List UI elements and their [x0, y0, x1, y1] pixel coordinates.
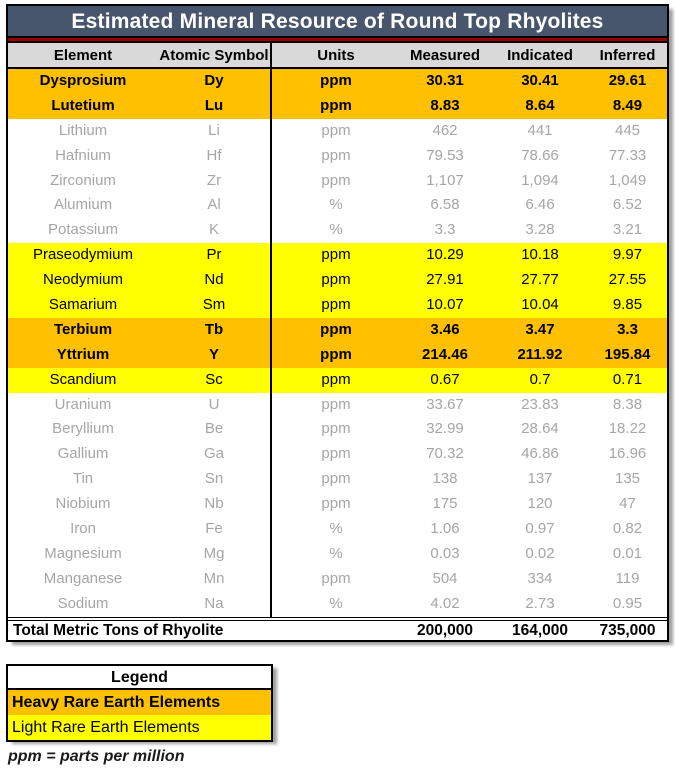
units-cell: ppm [270, 567, 400, 592]
indicated-cell: 28.64 [521, 420, 559, 438]
inferred-cell: 3.3 [617, 320, 638, 338]
table-row [8, 417, 667, 442]
indicated-cell: 120 [527, 495, 553, 513]
table-row [8, 169, 667, 194]
indicated-cell: 1,094 [521, 171, 559, 189]
table-row [8, 393, 667, 418]
symbol-cell: Na [204, 594, 224, 612]
table-row [8, 517, 667, 542]
indicated-cell: 211.92 [517, 345, 563, 363]
column-header-element: Element [53, 47, 113, 64]
indicated-cell: 3.28 [525, 221, 555, 239]
element-cell: Dysprosium [39, 72, 127, 89]
indicated-cell: 10.18 [521, 246, 559, 264]
indicated-cell: 334 [527, 569, 553, 587]
total-inferred-value: 735,000 [599, 621, 656, 639]
indicated-cell: 23.83 [521, 395, 559, 413]
table-row [8, 293, 667, 318]
units-cell: ppm [270, 467, 400, 492]
symbol-cell: Tb [204, 320, 224, 338]
units-cell: % [270, 218, 400, 243]
symbol-cell: Hf [206, 146, 222, 164]
ppm-footnote: ppm = parts per million [8, 748, 185, 765]
indicated-cell: 6.46 [525, 196, 555, 214]
units-cell: % [270, 592, 400, 617]
column-header-inferred: Inferred [599, 47, 656, 64]
total-row [8, 617, 667, 640]
table-row [8, 69, 667, 94]
element-cell: Gallium [57, 445, 109, 463]
indicated-cell: 441 [527, 121, 553, 139]
symbol-cell: Sn [204, 470, 224, 488]
units-cell: ppm [270, 393, 400, 418]
table-header-row [8, 43, 667, 69]
inferred-cell: 0.82 [612, 520, 643, 538]
symbol-cell: Sc [205, 370, 223, 388]
column-header-indicated: Indicated [507, 47, 573, 64]
element-cell: Lutetium [51, 96, 115, 114]
measured-cell: 175 [432, 495, 458, 513]
table-row [8, 368, 667, 393]
symbol-cell: Nb [204, 495, 224, 513]
table-row [8, 119, 667, 144]
measured-cell: 32.99 [426, 420, 464, 438]
table-row [8, 193, 667, 218]
measured-cell: 6.58 [430, 196, 460, 214]
table-row [8, 492, 667, 517]
measured-cell: 462 [432, 121, 458, 139]
measured-cell: 4.02 [430, 594, 460, 612]
units-cell: ppm [270, 318, 400, 343]
table-row [8, 318, 667, 343]
inferred-cell: 0.71 [612, 370, 643, 388]
measured-cell: 0.03 [430, 544, 460, 562]
symbol-cell: Ga [203, 445, 224, 463]
element-cell: Niobium [55, 495, 111, 513]
legend-item-heavy-rare-earth: Heavy Rare Earth Elements [8, 690, 271, 715]
column-header-atomic-symbol: Atomic Symbol [159, 47, 269, 64]
inferred-cell: 195.84 [604, 345, 651, 363]
measured-cell: 3.3 [434, 221, 456, 239]
indicated-cell: 78.66 [521, 146, 559, 164]
measured-cell: 10.29 [426, 246, 464, 264]
table-row [8, 144, 667, 169]
legend-title: Legend [8, 666, 271, 690]
units-cell: ppm [270, 492, 400, 517]
units-cell: ppm [270, 343, 400, 368]
legend-item-light-rare-earth: Light Rare Earth Elements [8, 715, 271, 740]
symbol-cell: Fe [205, 520, 223, 538]
symbol-cell: Lu [204, 96, 224, 114]
units-cell: ppm [270, 119, 400, 144]
table-row [8, 243, 667, 268]
inferred-cell: 135 [614, 470, 641, 488]
inferred-cell: 27.55 [608, 271, 647, 289]
units-cell: ppm [270, 442, 400, 467]
inferred-cell: 0.01 [612, 544, 643, 562]
measured-cell: 0.67 [430, 370, 460, 388]
element-cell: Lithium [58, 121, 108, 139]
total-label: Total Metric Tons of Rhyolite [13, 621, 224, 639]
inferred-cell: 9.97 [612, 246, 643, 264]
indicated-cell: 30.41 [521, 72, 559, 89]
legend-box [6, 664, 273, 742]
table-body [8, 69, 667, 617]
symbol-cell: Nd [204, 271, 224, 289]
element-cell: Hafnium [55, 146, 111, 164]
symbol-cell: Zr [206, 171, 222, 189]
units-cell: ppm [270, 243, 400, 268]
page-title: Estimated Mineral Resource of Round Top Rhyolites [8, 6, 667, 38]
units-cell: ppm [270, 417, 400, 442]
element-cell: Iron [70, 520, 96, 538]
inferred-cell: 1,049 [608, 171, 647, 189]
table-row [8, 592, 667, 617]
measured-cell: 30.31 [426, 72, 464, 89]
measured-cell: 8.83 [430, 96, 460, 114]
inferred-cell: 77.33 [608, 146, 647, 164]
table-row [8, 442, 667, 467]
units-cell: ppm [270, 293, 400, 318]
measured-cell: 1,107 [426, 171, 464, 189]
total-measured-value: 200,000 [416, 621, 474, 639]
indicated-cell: 46.86 [521, 445, 559, 463]
measured-cell: 214.46 [422, 345, 468, 363]
measured-cell: 1.06 [430, 520, 460, 538]
indicated-cell: 8.64 [525, 96, 555, 114]
measured-cell: 79.53 [426, 146, 464, 164]
table-row [8, 343, 667, 368]
symbol-cell: Sm [202, 296, 226, 314]
element-cell: Samarium [48, 296, 118, 314]
inferred-cell: 8.38 [612, 395, 643, 413]
table-row [8, 94, 667, 119]
units-cell: % [270, 193, 400, 218]
inferred-cell: 47 [619, 495, 636, 513]
inferred-cell: 6.52 [612, 196, 643, 214]
units-cell: ppm [270, 69, 400, 94]
element-cell: Alumium [53, 196, 113, 214]
total-indicated-value: 164,000 [511, 621, 569, 639]
symbol-cell: U [208, 395, 220, 413]
indicated-cell: 27.77 [521, 271, 559, 289]
element-cell: Sodium [57, 594, 109, 612]
units-cell: % [270, 517, 400, 542]
table-row [8, 542, 667, 567]
inferred-cell: 18.22 [608, 420, 647, 438]
element-cell: Manganese [43, 569, 123, 587]
indicated-cell: 0.02 [525, 544, 555, 562]
table-row [8, 467, 667, 492]
units-cell: ppm [270, 144, 400, 169]
units-cell: ppm [270, 94, 400, 119]
symbol-cell: Pr [206, 246, 222, 264]
symbol-cell: Mg [203, 544, 225, 562]
inferred-cell: 3.21 [612, 221, 643, 239]
column-header-measured: Measured [409, 47, 481, 64]
measured-cell: 3.46 [430, 320, 460, 338]
symbol-cell: Al [207, 196, 221, 214]
table-row [8, 218, 667, 243]
inferred-cell: 9.85 [612, 296, 643, 314]
indicated-cell: 10.04 [521, 296, 559, 314]
element-cell: Tin [72, 470, 94, 488]
measured-cell: 10.07 [426, 296, 464, 314]
measured-cell: 138 [432, 470, 458, 488]
symbol-cell: Li [208, 121, 220, 139]
symbol-cell: Be [204, 420, 224, 438]
measured-cell: 33.67 [426, 395, 464, 413]
units-cell: ppm [270, 368, 400, 393]
element-cell: Praseodymium [32, 246, 134, 264]
inferred-cell: 8.49 [612, 96, 643, 114]
element-cell: Magnesium [44, 544, 122, 562]
table-row [8, 567, 667, 592]
indicated-cell: 0.7 [529, 370, 551, 388]
units-cell: ppm [270, 169, 400, 194]
indicated-cell: 137 [527, 470, 553, 488]
symbol-cell: K [208, 221, 219, 239]
inferred-cell: 445 [614, 121, 641, 139]
element-cell: Terbium [53, 320, 113, 338]
measured-cell: 504 [432, 569, 458, 587]
indicated-cell: 3.47 [525, 320, 555, 338]
indicated-cell: 0.97 [525, 520, 555, 538]
inferred-cell: 16.96 [608, 445, 647, 463]
element-cell: Potassium [47, 221, 119, 239]
element-cell: Beryllium [52, 420, 114, 438]
symbol-cell: Y [208, 345, 219, 363]
indicated-cell: 2.73 [525, 594, 555, 612]
symbol-cell: Dy [204, 72, 224, 89]
column-header-units: Units [270, 43, 400, 67]
element-cell: Yttrium [56, 345, 110, 363]
element-cell: Scandium [49, 370, 117, 388]
inferred-cell: 29.61 [608, 72, 647, 89]
table-row [8, 268, 667, 293]
inferred-cell: 0.95 [612, 594, 643, 612]
element-cell: Neodymium [42, 271, 124, 289]
units-cell: ppm [270, 268, 400, 293]
mineral-resource-table [6, 4, 669, 642]
measured-cell: 27.91 [426, 271, 464, 289]
measured-cell: 70.32 [426, 445, 464, 463]
element-cell: Zirconium [50, 171, 116, 189]
symbol-cell: Mn [203, 569, 225, 587]
legend-items [8, 690, 271, 740]
inferred-cell: 119 [615, 569, 640, 587]
element-cell: Uranium [54, 395, 112, 413]
units-cell: % [270, 542, 400, 567]
